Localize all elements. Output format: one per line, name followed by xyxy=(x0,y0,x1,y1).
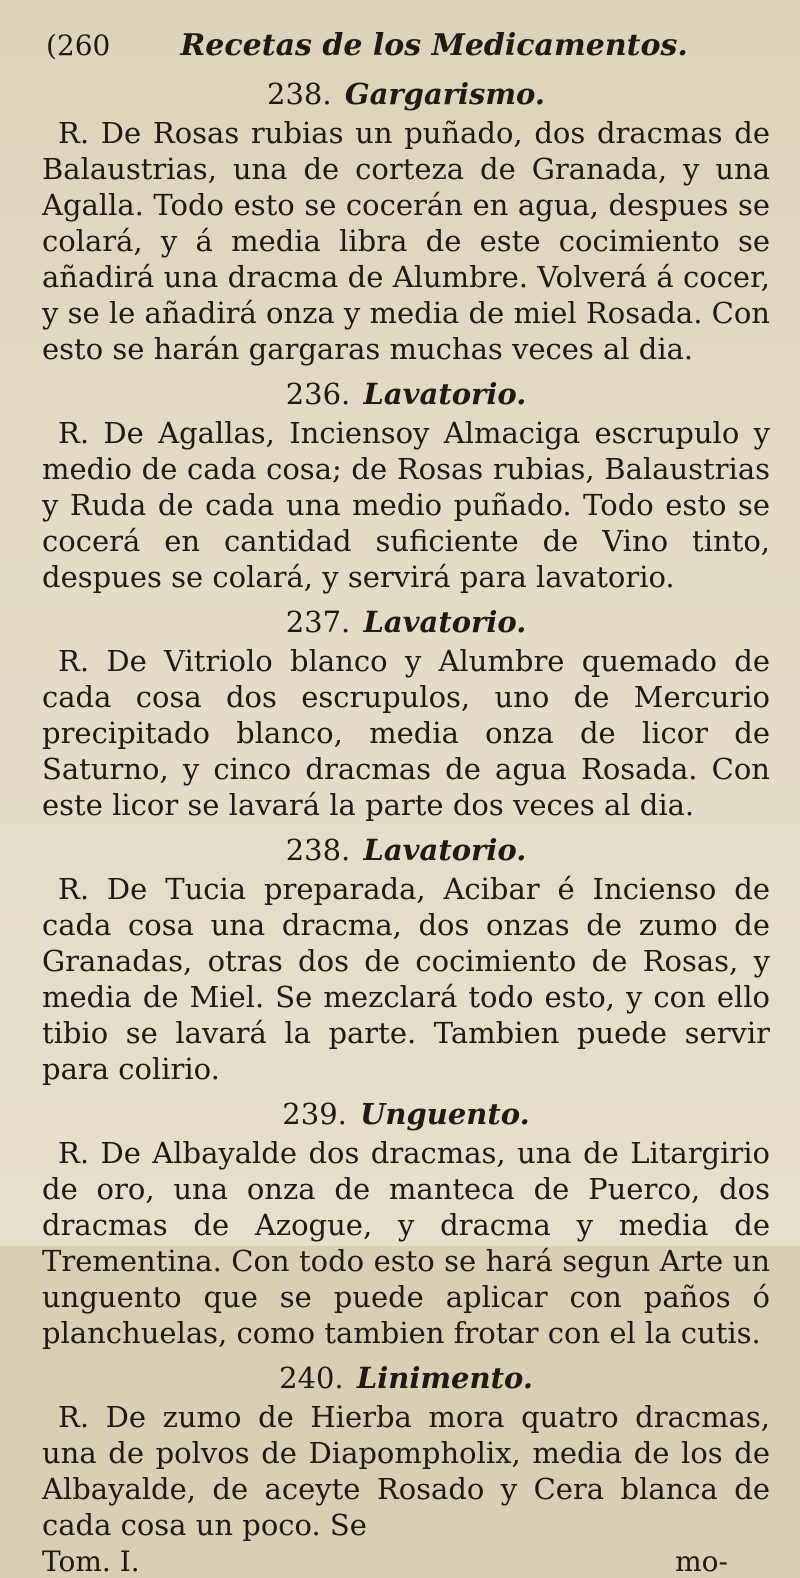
entry xyxy=(42,1361,770,1543)
entry-name: Lavatorio. xyxy=(363,833,527,867)
entry-name: Linimento. xyxy=(356,1361,533,1395)
entry-name: Gargarismo. xyxy=(344,77,545,111)
entry-name: Lavatorio. xyxy=(363,377,527,411)
entry-number: 240. xyxy=(279,1361,344,1395)
entry-heading xyxy=(42,377,770,411)
page-header xyxy=(46,28,770,63)
entry-number: 238. xyxy=(285,833,351,867)
entry xyxy=(42,833,770,1087)
entry-number: 237. xyxy=(285,605,351,639)
entry xyxy=(42,605,770,823)
entry-text: R. De Rosas rubias un puñado, dos dracmas de Balaustrias, una de corteza de Granada, y una Agalla. Todo esto se cocerán en agua, despues se colará, y á media libra de este cocimiento se añadirá una dracma de Alumbre. Volverá á cocer, y se le añadirá onza y media de miel Rosada. Con esto se harán gargaras muchas veces al dia. xyxy=(42,116,770,366)
entry-heading xyxy=(42,833,770,867)
running-title: Recetas de los Medicamentos. xyxy=(180,28,688,63)
entry-heading xyxy=(42,1097,770,1131)
entry-number: 239. xyxy=(282,1097,347,1131)
entry xyxy=(42,1097,770,1351)
page-footer xyxy=(42,1545,770,1578)
entry-heading xyxy=(42,605,770,639)
page-number: (260 xyxy=(46,29,111,62)
entry-heading xyxy=(42,77,770,111)
entry-name: Lavatorio. xyxy=(363,605,527,639)
entry-number: 236. xyxy=(285,377,351,411)
entry-name: Unguento. xyxy=(360,1097,530,1131)
entry-text: R. De Agallas, Inciensoy Almaciga escrupulo y medio de cada cosa; de Rosas rubias, Balaustrias y Ruda de cada una medio puñado. Todo esto se cocerá en cantidad suficiente de Vino tinto, despues se colará, y servirá para lavatorio. xyxy=(42,416,770,594)
entry-number: 238. xyxy=(267,77,332,111)
entry xyxy=(42,77,770,367)
entry-text: R. De Vitriolo blanco y Alumbre quemado de cada cosa dos escrupulos, uno de Mercurio precipitado blanco, media onza de licor de Saturno, y cinco dracmas de agua Rosada. Con este licor se lavará la parte dos veces al dia. xyxy=(42,644,770,822)
catchword: mo- xyxy=(675,1545,728,1578)
signature-mark: Tom. I. xyxy=(42,1545,140,1578)
entry-text: R. De Tucia preparada, Acibar é Incienso de cada cosa una dracma, dos onzas de zumo de Granadas, otras dos de cocimiento de Rosas, y media de Miel. Se mezclará todo esto, y con ello tibio se lavará la parte. Tambien puede servir para colirio. xyxy=(42,872,770,1086)
entry-text: R. De zumo de Hierba mora quatro dracmas, una de polvos de Diapompholix, media de los de Albayalde, de aceyte Rosado y Cera blanca de cada cosa un poco. Se xyxy=(42,1400,770,1542)
entry-heading xyxy=(42,1361,770,1395)
entry xyxy=(42,377,770,595)
entry-text: R. De Albayalde dos dracmas, una de Litargirio de oro, una onza de manteca de Puerco, dos dracmas de Azogue, y dracma y media de Trementina. Con todo esto se hará segun Arte un unguento que se puede aplicar con paños ó planchuelas, como tambien frotar con el la cutis. xyxy=(42,1136,770,1350)
